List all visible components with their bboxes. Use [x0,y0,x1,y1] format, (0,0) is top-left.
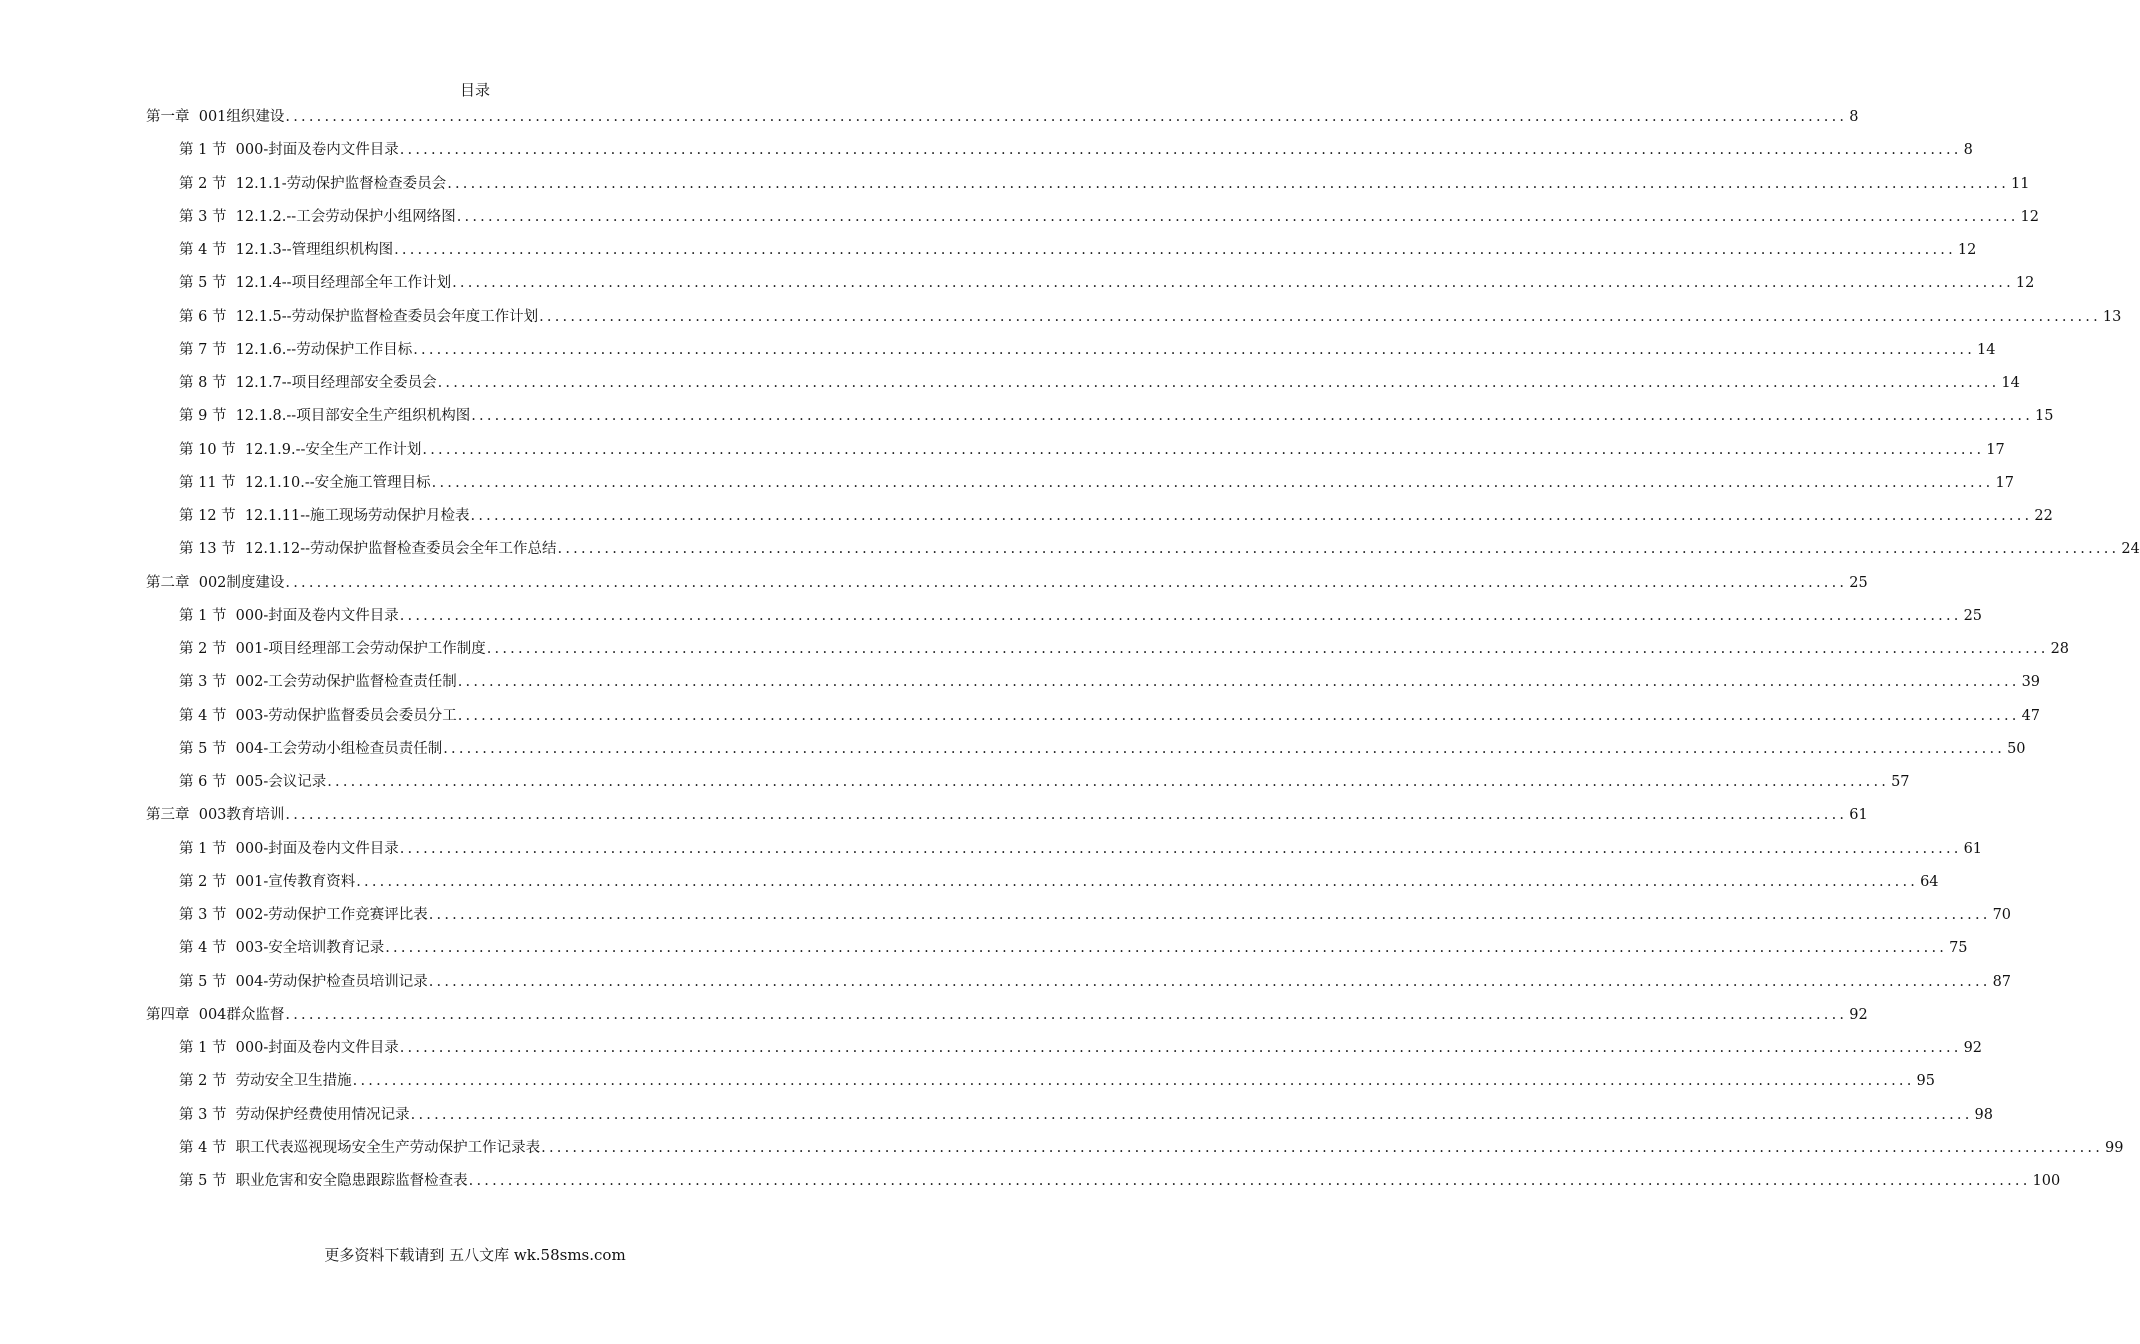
toc-entry-page: 25 [1963,607,1983,624]
toc-entry-page: 100 [2032,1173,2061,1189]
toc-leader-dots: ........................................................................................................................................................................................................ [557,541,2120,558]
toc-entry-page: 17 [1995,474,2014,491]
toc-entry-page: 50 [2007,740,2026,757]
toc-entry[interactable] [146,802,1868,828]
toc-leader-dots: ........................................................................................................................................................................................................ [447,175,2010,192]
toc-entry-label: 第 12 节 12.1.11--施工现场劳动保护月检表 [179,508,470,524]
toc-entry[interactable] [179,536,2140,562]
toc-entry-label: 第 3 节 劳动保护经费使用情况记录 [179,1106,410,1123]
toc-leader-dots: ........................................................................................................................................................................................................ [285,574,1848,591]
toc-leader-dots: ........................................................................................................................................................................................................ [327,774,1890,790]
toc-entry[interactable] [146,570,1868,596]
toc-entry-label: 第 5 节 12.1.4--项目经理部全年工作计划 [179,275,452,292]
toc-entry-page: 61 [1963,840,1983,857]
toc-entry[interactable] [179,703,2041,729]
toc-leader-dots: ........................................................................................................................................................................................................ [437,375,2000,391]
toc-leader-dots: ........................................................................................................................................................................................................ [394,242,1956,258]
toc-title: 目录 [459,81,490,99]
toc-entry-label: 第 6 节 005-会议记录 [179,774,327,790]
toc-entry-page: 12 [2015,275,2035,292]
toc-entry[interactable] [179,270,2035,296]
toc-entry[interactable] [179,370,2020,396]
toc-entry-label: 第二章 002制度建设 [146,574,285,591]
toc-entry-label: 第 5 节 职业危害和安全隐患跟踪监督检查表 [179,1173,468,1189]
toc-entry[interactable] [179,603,1983,629]
toc-entry[interactable] [179,237,1977,263]
toc-entry-label: 第 4 节 003-安全培训教育记录 [179,940,385,957]
toc-entry-page: 47 [2021,707,2041,724]
toc-entry[interactable] [179,669,2041,695]
toc-entry-label: 第 3 节 002-工会劳动保护监督检查责任制 [179,674,457,691]
toc-entry[interactable] [179,969,2012,995]
toc-entry-label: 第四章 004群众监督 [146,1006,285,1023]
toc-entry[interactable] [179,137,1973,163]
toc-entry-page: 14 [1977,341,1996,358]
toc-leader-dots: ........................................................................................................................................................................................................ [428,907,1991,923]
footer-link-text: 更多资料下载请到 五八文库 wk.58sms.com [324,1246,626,1264]
toc-leader-dots: ........................................................................................................................................................................................................ [431,474,1994,491]
toc-entry-label: 第 1 节 000-封面及卷内文件目录 [179,840,399,857]
toc-entry-label: 第 8 节 12.1.7--项目经理部安全委员会 [179,375,437,391]
toc-leader-dots: ........................................................................................................................................................................................................ [356,873,1919,890]
toc-entry-label: 第 2 节 001-项目经理部工会劳动保护工作制度 [179,641,486,657]
toc-entry[interactable] [179,836,1983,862]
toc-entry-page: 22 [2034,508,2053,524]
toc-leader-dots: ........................................................................................................................................................................................................ [539,308,2101,325]
toc-entry-page: 61 [1849,807,1868,824]
toc-entry-page: 39 [2021,674,2041,691]
toc-entry-page: 12 [2020,208,2039,225]
toc-entry-page: 17 [1986,441,2005,458]
toc-entry[interactable] [179,470,2014,496]
toc-leader-dots: ........................................................................................................................................................................................................ [352,1073,1915,1090]
toc-entry-label: 第 5 节 004-工会劳动小组检查员责任制 [179,740,443,757]
toc-leader-dots: ........................................................................................................................................................................................................ [399,840,1962,857]
toc-entry-page: 64 [1920,873,1939,890]
toc-entry-page: 57 [1891,774,1910,790]
toc-leader-dots: ........................................................................................................................................................................................................ [399,607,1962,624]
toc-entry-page: 8 [1849,109,1859,125]
toc-leader-dots: ........................................................................................................................................................................................................ [410,1106,1973,1123]
toc-entry[interactable] [179,1035,1983,1061]
toc-leader-dots: ........................................................................................................................................................................................................ [285,807,1848,824]
toc-entry[interactable] [179,902,2012,928]
toc-entry-page: 15 [2035,408,2054,425]
toc-entry[interactable] [179,403,2054,429]
toc-leader-dots: ........................................................................................................................................................................................................ [468,1173,2031,1189]
toc-leader-dots: ........................................................................................................................................................................................................ [385,940,1948,957]
toc-entry[interactable] [179,304,2122,330]
toc-entry-page: 75 [1949,940,1968,957]
toc-entry[interactable] [179,503,2053,529]
toc-entry[interactable] [179,636,2070,662]
toc-entry[interactable] [179,204,2039,230]
toc-entry-page: 14 [2001,375,2020,391]
toc-entry-page: 24 [2121,541,2140,558]
toc-entry-page: 87 [1992,973,2012,990]
toc-entry-page: 8 [1963,142,1973,159]
toc-entry-page: 28 [2050,641,2070,657]
toc-leader-dots: ........................................................................................................................................................................................................ [457,674,2020,691]
toc-entry[interactable] [179,935,1968,961]
toc-leader-dots: ........................................................................................................................................................................................................ [457,707,2020,724]
toc-entry[interactable] [179,736,2026,762]
toc-leader-dots: ........................................................................................................................................................................................................ [456,208,2019,225]
toc-entry-page: 25 [1849,574,1868,591]
toc-entry-page: 92 [1849,1006,1868,1023]
toc-leader-dots: ........................................................................................................................................................................................................ [443,740,2006,757]
toc-entry[interactable] [179,769,1910,795]
toc-entry-label: 第 2 节 001-宣传教育资料 [179,873,356,890]
toc-entry[interactable] [146,104,1859,130]
toc-leader-dots: ........................................................................................................................................................................................................ [285,109,1848,125]
toc-leader-dots: ........................................................................................................................................................................................................ [413,341,1976,358]
toc-leader-dots: ........................................................................................................................................................................................................ [470,508,2033,524]
toc-leader-dots: ........................................................................................................................................................................................................ [471,408,2034,425]
toc-entry[interactable] [179,1068,1935,1094]
toc-leader-dots: ........................................................................................................................................................................................................ [486,641,2049,657]
toc-entry-page: 11 [2011,175,2030,192]
toc-entry[interactable] [179,1102,1993,1128]
toc-entry-label: 第 2 节 劳动安全卫生措施 [179,1073,352,1090]
toc-entry-label: 第 11 节 12.1.10.--安全施工管理目标 [179,474,431,491]
toc-entry-page: 92 [1963,1040,1983,1056]
toc-leader-dots: ........................................................................................................................................................................................................ [422,441,1985,458]
toc-leader-dots: ........................................................................................................................................................................................................ [428,973,1991,990]
toc-leader-dots: ........................................................................................................................................................................................................ [452,275,2014,292]
toc-entry[interactable] [179,171,2030,197]
toc-entry-label: 第 1 节 000-封面及卷内文件目录 [179,607,399,624]
toc-entry-label: 第 7 节 12.1.6.--劳动保护工作目标 [179,341,413,358]
toc-entry-label: 第三章 003教育培训 [146,807,285,824]
toc-entry-label: 第 3 节 002-劳动保护工作竞赛评比表 [179,907,428,923]
toc-entry-label: 第 10 节 12.1.9.--安全生产工作计划 [179,441,422,458]
toc-leader-dots: ........................................................................................................................................................................................................ [285,1006,1848,1023]
toc-leader-dots: ........................................................................................................................................................................................................ [399,142,1962,159]
toc-entry-label: 第 13 节 12.1.12--劳动保护监督检查委员会全年工作总结 [179,541,557,558]
toc-entry-label: 第 5 节 004-劳动保护检查员培训记录 [179,973,428,990]
toc-leader-dots: ........................................................................................................................................................................................................ [399,1040,1962,1056]
toc-entry-label: 第 4 节 12.1.3--管理组织机构图 [179,242,394,258]
toc-entry[interactable] [179,337,1996,363]
toc-entry-label: 第 1 节 000-封面及卷内文件目录 [179,1040,399,1056]
toc-entry[interactable] [179,869,1939,895]
toc-entry-page: 70 [1992,907,2012,923]
toc-entry-label: 第一章 001组织建设 [146,109,285,125]
toc-entry-label: 第 2 节 12.1.1-劳动保护监督检查委员会 [179,175,447,192]
toc-entry[interactable] [179,1135,2124,1161]
toc-entry[interactable] [179,437,2005,463]
toc-entry-page: 98 [1974,1106,1993,1123]
toc-entry-page: 12 [1957,242,1977,258]
toc-entry-page: 13 [2102,308,2122,325]
toc-entry-page: 95 [1916,1073,1935,1090]
toc-entry-label: 第 4 节 职工代表巡视现场安全生产劳动保护工作记录表 [179,1139,541,1156]
toc-entry-label: 第 3 节 12.1.2.--工会劳动保护小组网络图 [179,208,456,225]
toc-leader-dots: ........................................................................................................................................................................................................ [541,1139,2103,1156]
toc-entry[interactable] [179,1168,2061,1194]
toc-entry-label: 第 1 节 000-封面及卷内文件目录 [179,142,399,159]
toc-entry[interactable] [146,1002,1868,1028]
toc-entry-label: 第 6 节 12.1.5--劳动保护监督检查委员会年度工作计划 [179,308,539,325]
toc-entry-page: 99 [2105,1139,2124,1156]
toc-entry-label: 第 4 节 003-劳动保护监督委员会委员分工 [179,707,457,724]
toc-entry-label: 第 9 节 12.1.8.--项目部安全生产组织机构图 [179,408,471,425]
